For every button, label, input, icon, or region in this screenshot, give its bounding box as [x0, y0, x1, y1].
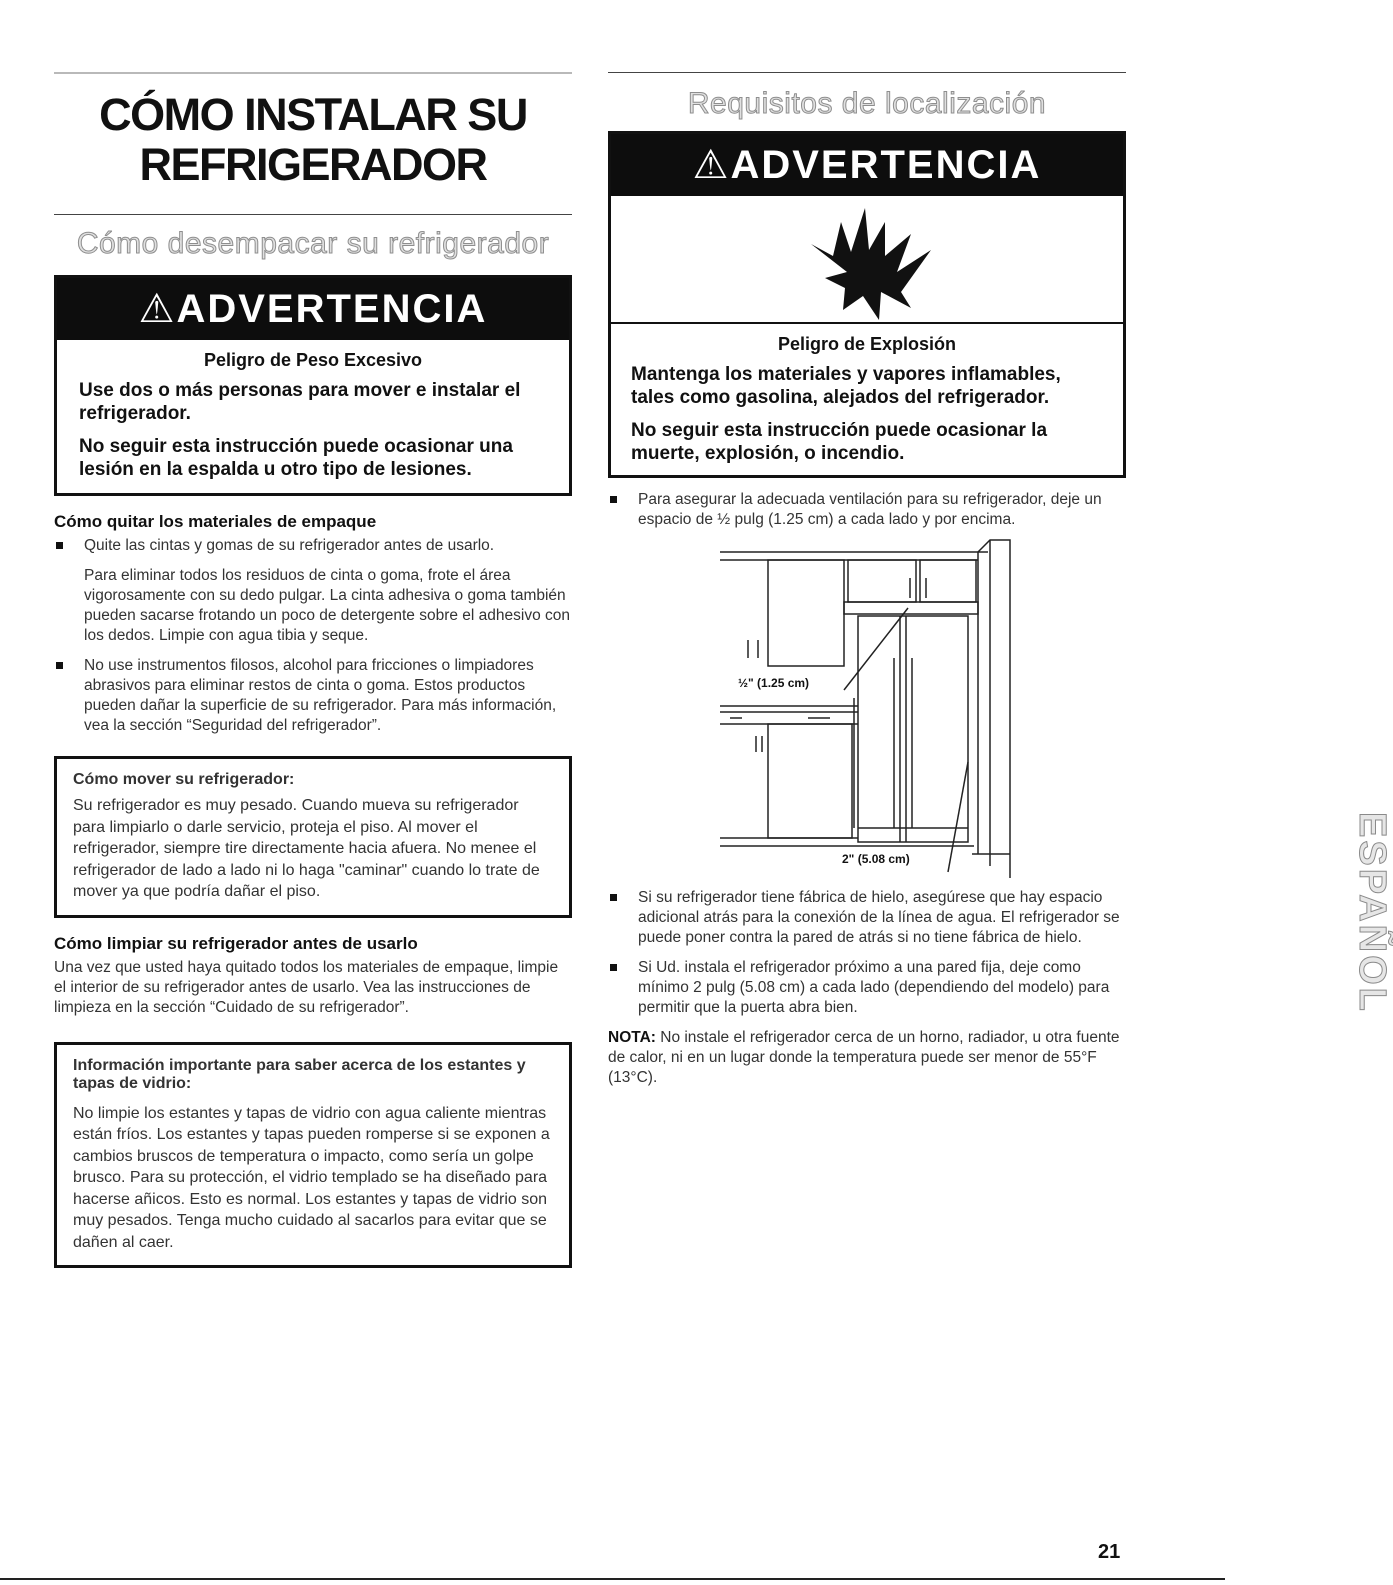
warning-title: Peligro de Explosión — [777, 334, 957, 354]
warning-text-2: No seguir esta instrucción puede ocasionar una lesión en la espalda u otro tipo de lesiones. — [79, 436, 513, 480]
weight-warning-box — [54, 275, 572, 496]
cleaning-section — [54, 934, 572, 1018]
explosion-icon — [611, 196, 1123, 322]
warning-triangle-icon: ⚠ — [692, 143, 731, 187]
clearance-label-two-inch: 2" (5.08 cm) — [842, 852, 910, 866]
title-rule — [54, 214, 572, 215]
ice-maker-bullet — [608, 888, 1126, 948]
explosion-symbol-panel — [611, 196, 1123, 324]
warning-banner — [57, 278, 569, 340]
wall-bullet — [608, 958, 1126, 1018]
cleaning-text: Una vez que usted haya quitado todos los materiales de empaque, limpie el interior de su refrigerador antes de usarlo. Vea las instrucciones de limpieza en la sección “Cuidado de su refrigerador”. — [54, 958, 559, 1016]
location-section-heading: Requisitos de localización — [687, 87, 1047, 120]
clearance-diagram — [608, 538, 1126, 878]
language-side-tab-label: ESPAÑOL — [1351, 812, 1393, 1014]
packing-bullet-2-text: No use instrumentos filosos, alcohol para fricciones o limpiadores abrasivos para eliminar restos de cinta o goma. Estos productos pueden dañar la superficie de su refrigerador. Para más información, vea la sección “Seguridad del refrigerador”. — [84, 657, 557, 734]
glass-title: Información importante para saber acerca de los estantes y tapas de vidrio: — [73, 1056, 526, 1092]
page-title-line-1: CÓMO INSTALAR SU — [99, 89, 527, 140]
bullet-square-icon — [56, 662, 63, 669]
note-label: NOTA: — [608, 1029, 656, 1046]
language-side-tab — [1142, 812, 1393, 1062]
bullet-square-icon — [56, 542, 63, 549]
page-number: 21 — [1098, 1541, 1121, 1563]
note-paragraph — [608, 1028, 1126, 1088]
glass-info-box — [54, 1042, 572, 1269]
warning-text-2: No seguir esta instrucción puede ocasionar la muerte, explosión, o incendio. — [631, 420, 1048, 464]
warning-body — [57, 340, 569, 493]
unpack-section-heading: Cómo desempacar su refrigerador — [76, 227, 550, 260]
top-rule-left — [54, 72, 572, 74]
warning-banner-label: ADVERTENCIA — [730, 143, 1042, 187]
note-text: No instale el refrigerador cerca de un horno, radiador, u otra fuente de calor, ni en un lugar donde la temperatura puede ser menor de 55°F (13°C). — [608, 1029, 1120, 1086]
wall-text: Si Ud. instala el refrigerador próximo a una pared fija, deje como mínimo 2 pulg (5.08 cm) a cada lado (dependiendo del modelo) para permitir que la puerta abra bien. — [638, 959, 1110, 1016]
ice-maker-text: Si su refrigerador tiene fábrica de hielo, asegúrese que hay espacio adicional atrás para la conexión de la línea de agua. El refrigerador se puede poner contra la pared de atrás si no tiene fábrica de hielo. — [638, 889, 1120, 946]
clearance-label-half-inch: ½" (1.25 cm) — [738, 676, 810, 690]
right-column — [608, 72, 1126, 1088]
page-title — [54, 90, 572, 190]
packing-paragraph: Para eliminar todos los residuos de cinta o goma, frote el área vigorosamente con su dedo pulgar. La cinta adhesiva o goma también pueden sacarse frotando un poco de detergente sobre el adhesivo con los dedos. Limpie con agua tibia y seque. — [84, 567, 571, 644]
glass-text: No limpie los estantes y tapas de vidrio con agua caliente mientras están fríos. Los estantes y tapas pueden romperse si se exponen a cambios bruscos de temperatura o impacto, como sería un golpe brusco. Para su protección, el vidrio templado se ha diseñado para hacerse añicos. Esto es normal. Los estantes y tapas de vidrio son muy pesados. Tenga mucho cuidado al sacarlos para evitar que se dañen al caer. — [73, 1104, 550, 1251]
bottom-rule — [0, 1578, 1225, 1580]
warning-banner-label: ADVERTENCIA — [176, 287, 488, 331]
warning-text-1: Use dos o más personas para mover e instalar el refrigerador. — [79, 380, 521, 424]
top-rule-right — [608, 72, 1126, 73]
warning-title: Peligro de Peso Excesivo — [203, 350, 423, 370]
packing-section — [54, 512, 572, 736]
cleaning-heading: Cómo limpiar su refrigerador antes de usarlo — [54, 933, 418, 953]
page-title-line-2: REFRIGERADOR — [139, 139, 487, 190]
ventilation-text: Para asegurar la adecuada ventilación para su refrigerador, deje un espacio de ½ pulg (1.25 cm) a cada lado y por encima. — [638, 491, 1102, 528]
bullet-square-icon — [610, 496, 617, 503]
refrigerator-clearance-illustration — [608, 538, 1126, 878]
moving-info-box — [54, 756, 572, 918]
packing-bullet-1 — [54, 536, 572, 556]
explosion-warning-box — [608, 131, 1126, 478]
bullet-square-icon — [610, 894, 617, 901]
bullet-square-icon — [610, 964, 617, 971]
warning-body — [611, 324, 1123, 475]
moving-text: Su refrigerador es muy pesado. Cuando mueva su refrigerador para limpiarlo o darle servicio, proteja el piso. Al mover el refrigerador, siempre tire directamente hacia afuera. No menee el refrigerador de lado a lado ni lo haga "caminar" cuando lo trate de mover ya que podría dañar el piso. — [73, 797, 540, 900]
warning-text-1: Mantenga los materiales y vapores inflamables, tales como gasolina, alejados del refrigerador. — [631, 364, 1061, 408]
warning-triangle-icon: ⚠ — [138, 287, 177, 331]
packing-heading: Cómo quitar los materiales de empaque — [54, 512, 377, 531]
left-column — [54, 72, 572, 1268]
moving-title: Cómo mover su refrigerador: — [73, 771, 295, 788]
ventilation-bullet — [608, 490, 1126, 530]
packing-bullet-2 — [54, 656, 572, 736]
packing-bullet-1-text: Quite las cintas y gomas de su refrigerador antes de usarlo. — [84, 537, 495, 554]
warning-banner — [611, 134, 1123, 196]
